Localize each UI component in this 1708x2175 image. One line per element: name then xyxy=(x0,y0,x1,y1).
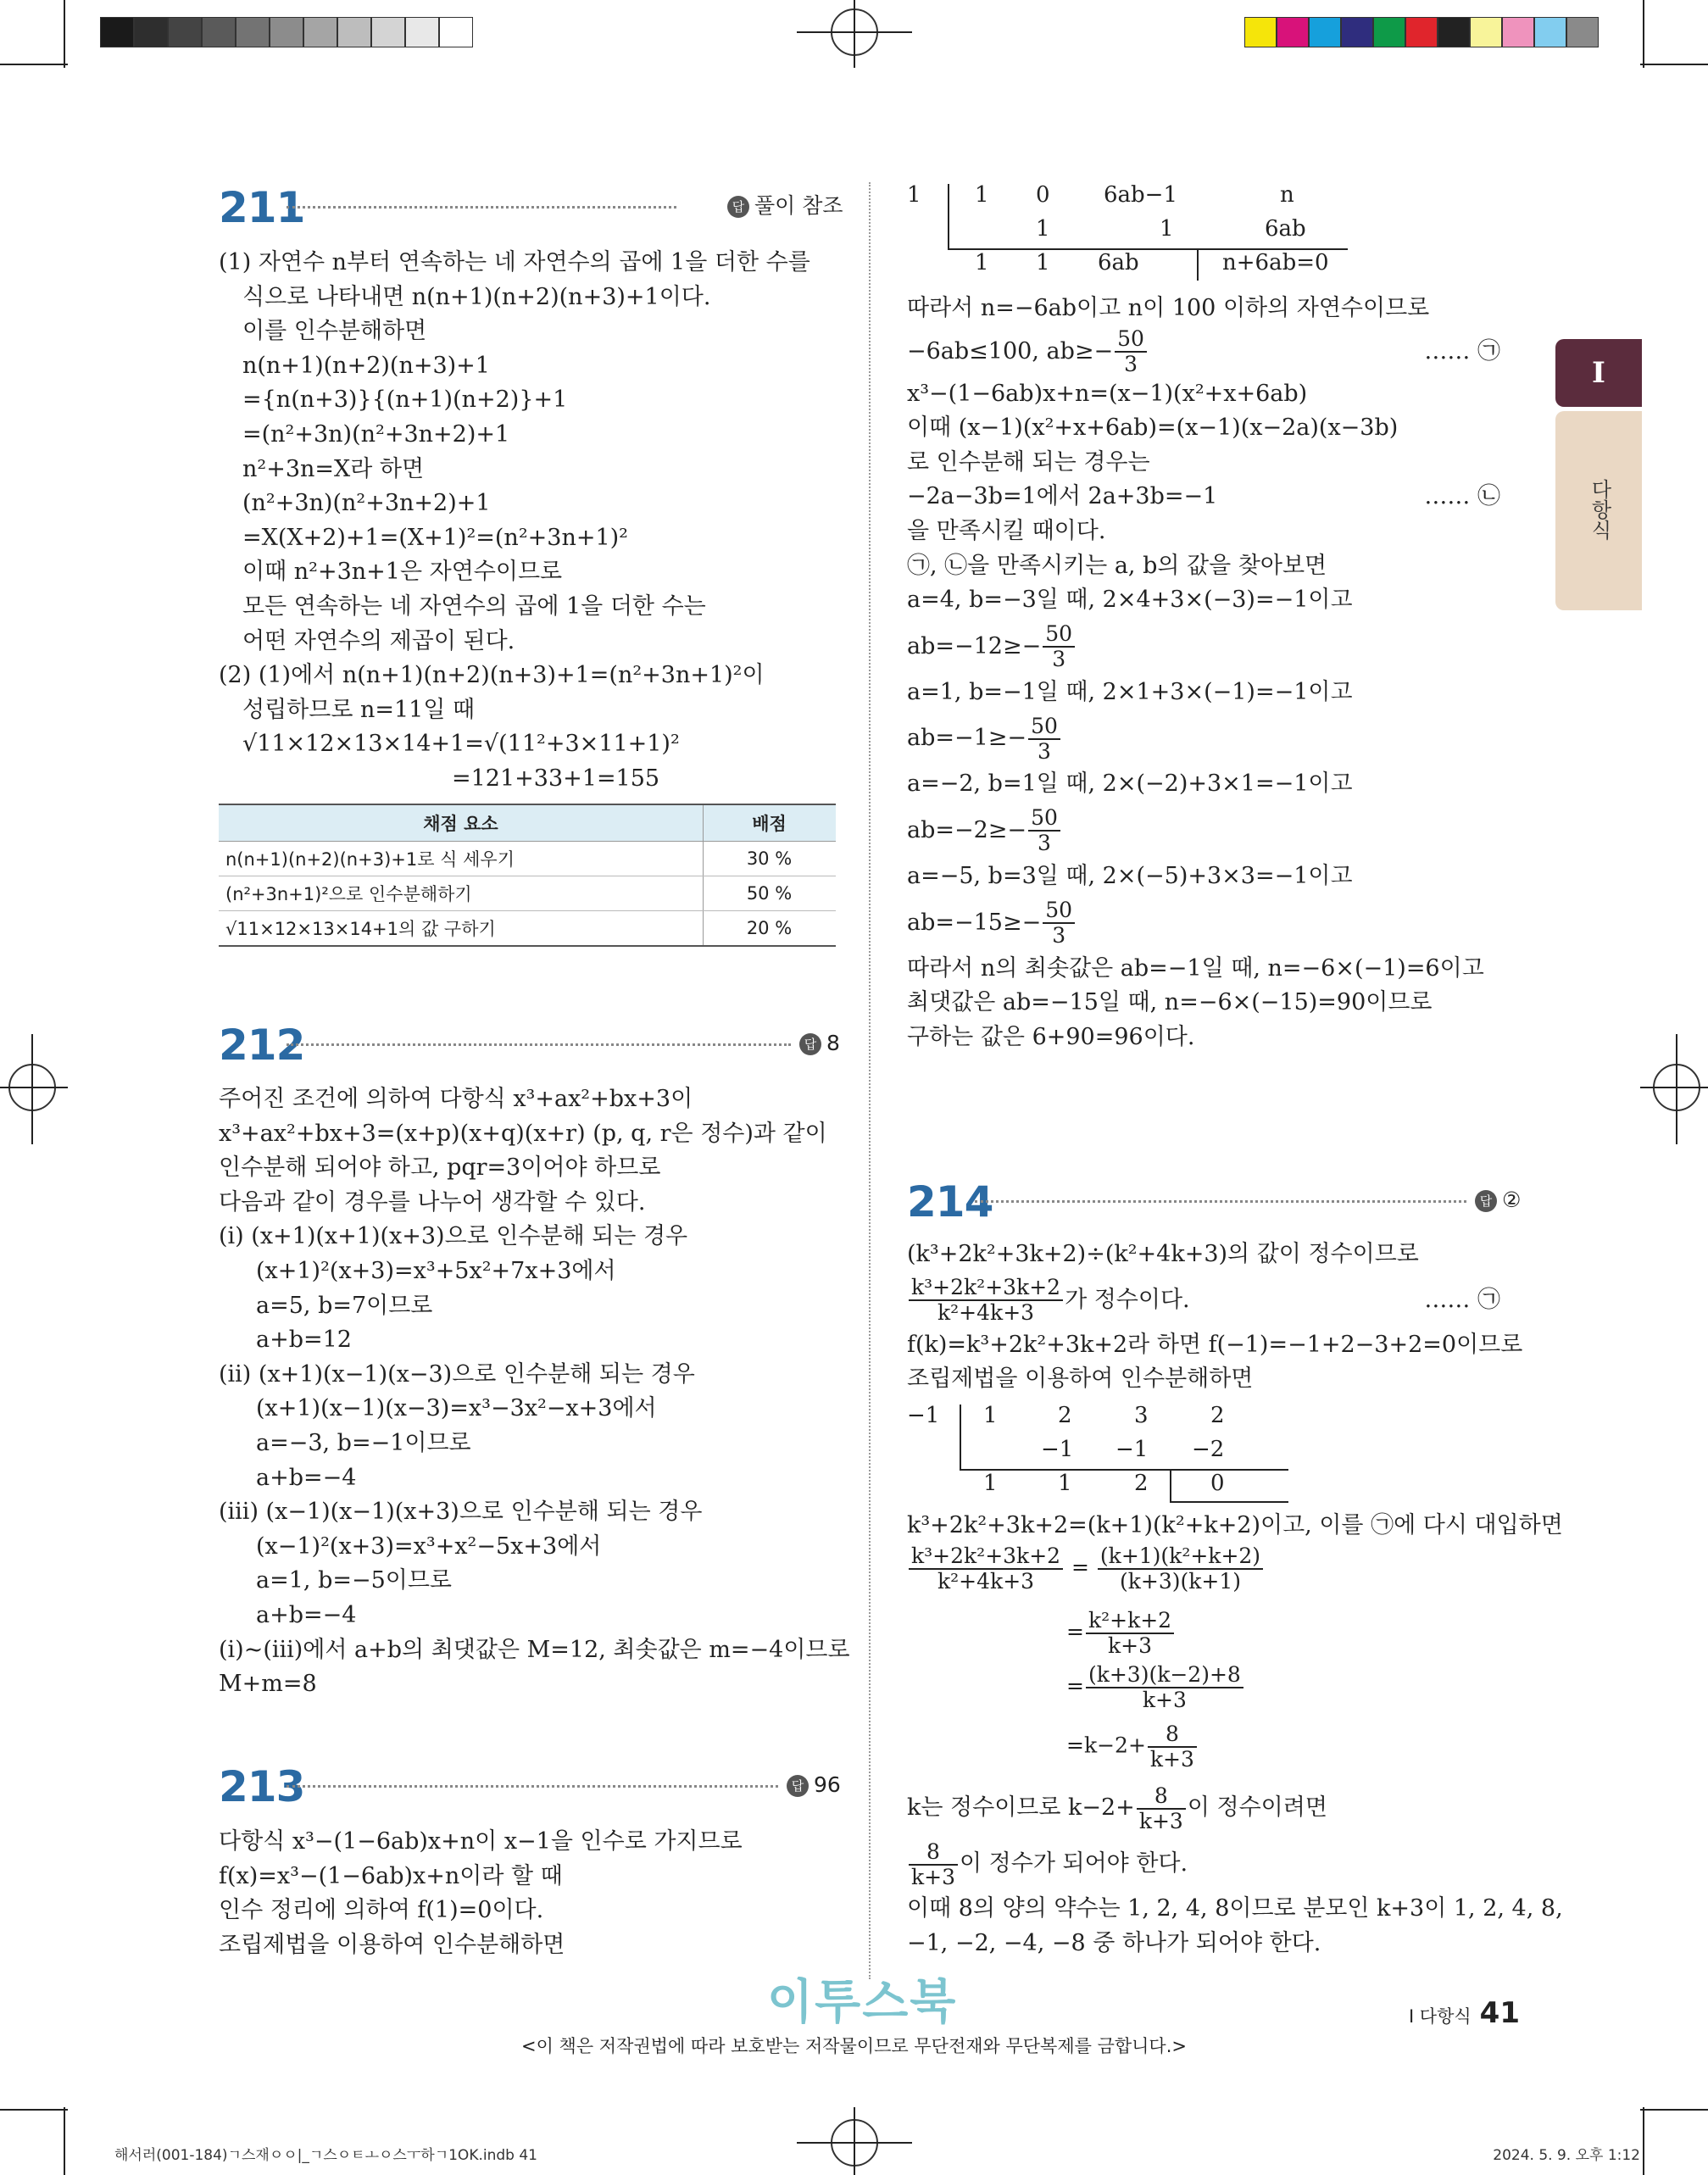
problem-number: 214 xyxy=(907,1177,993,1227)
page-number: 41 xyxy=(1479,1996,1520,2030)
synth-cell: −1 xyxy=(1115,1437,1149,1462)
synthetic-division-214 xyxy=(907,1403,1263,1505)
equation-tag: …… ㉡ xyxy=(1424,483,1500,510)
fraction-denominator: 3 xyxy=(1038,738,1051,764)
text-line: n²+3n=X라 하면 xyxy=(242,455,425,482)
answer-label xyxy=(1475,1185,1521,1215)
synth-root: −1 xyxy=(907,1403,940,1428)
fraction xyxy=(1086,1663,1243,1712)
text-line: √11×12×13×14+1=√(11²+3×11+1)² xyxy=(242,731,680,758)
fraction xyxy=(1115,327,1147,376)
answer-value: 풀이 참조 xyxy=(754,193,843,218)
synth-cell: 1 xyxy=(975,182,989,208)
text-line: (n²+3n)(n²+3n+2)+1 xyxy=(242,490,491,517)
synth-cell: 1 xyxy=(983,1471,998,1496)
text-line: 식으로 나타내면 n(n+1)(n+2)(n+3)+1이다. xyxy=(242,283,711,310)
text-line: 이를 인수분해하면 xyxy=(242,318,427,345)
fraction xyxy=(1148,1722,1197,1772)
page-footer xyxy=(1409,1996,1520,2030)
text-line: (i)~(iii)에서 a+b의 최댓값은 M=12, 최솟값은 m=−4이므로 xyxy=(219,1636,850,1663)
answer-badge-icon: 답 xyxy=(727,196,749,218)
text-line: (iii) (x−1)(x−1)(x+3)으로 인수분해 되는 경우 xyxy=(219,1499,703,1526)
fraction-numerator: 50 xyxy=(1115,327,1147,353)
synth-result-rule xyxy=(1197,250,1199,281)
answer-label xyxy=(727,191,843,221)
publisher-logo: 이투스북 xyxy=(767,1975,958,2030)
fraction xyxy=(1098,1544,1263,1594)
text-line: a=1, b=−1일 때, 2×1+3×(−1)=−1이고 xyxy=(907,678,1353,705)
fraction xyxy=(1086,1609,1174,1658)
column-divider xyxy=(869,182,871,1979)
table-header: 채점 요소 xyxy=(219,804,704,842)
leader-dots xyxy=(287,206,676,209)
synth-cell: 0 xyxy=(1210,1471,1225,1496)
synth-cell: 6ab−1 xyxy=(1104,182,1178,208)
text-line: x³−(1−6ab)x+n=(x−1)(x²+x+6ab) xyxy=(907,380,1308,407)
fraction xyxy=(1028,806,1060,855)
ab-check-line xyxy=(907,618,1526,676)
fraction-denominator: k+3 xyxy=(1149,1747,1194,1772)
problem-213-continued xyxy=(907,292,1526,1054)
text-line: 조립제법을 이용하여 인수분해하면 xyxy=(907,1366,1254,1393)
synth-cell: 3 xyxy=(1134,1403,1149,1428)
text-line: n(n+1)(n+2)(n+3)+1 xyxy=(242,352,490,379)
text-line: k³+2k²+3k+2=(k+1)(k²+k+2)이고, 이를 ㉠에 다시 대입하면 xyxy=(907,1512,1563,1538)
fraction-numerator: 8 xyxy=(1137,1784,1186,1810)
ab-text: ab=−12≥− xyxy=(907,632,1042,659)
synth-cell: 1 xyxy=(975,250,989,275)
derivation-row: = $\frac{(k+3)(k-2)+8}{k+3}$ xyxy=(1066,1663,1245,1712)
synth-cell: n xyxy=(1280,182,1294,208)
synth-cell: 6ab xyxy=(1265,216,1306,242)
fraction-denominator: 3 xyxy=(1124,352,1138,377)
fraction-denominator: k+3 xyxy=(1108,1633,1153,1658)
equation-text: 이 정수가 되어야 한다. xyxy=(960,1850,1188,1877)
fraction-denominator: 3 xyxy=(1038,831,1051,856)
text-line: 을 만족시킬 때이다. xyxy=(907,517,1106,544)
text-line: 따라서 n의 최솟값은 ab=−1일 때, n=−6×(−1)=6이고 xyxy=(907,954,1484,982)
derivation-row xyxy=(1066,1722,1199,1772)
text-line: 로 인수분해 되는 경우는 xyxy=(907,448,1150,476)
table-cell: n(n+1)(n+2)(n+3)+1로 식 세우기 xyxy=(219,842,704,876)
fraction xyxy=(1137,1784,1186,1833)
problem-214-header xyxy=(907,1177,1524,1227)
synth-cell: −2 xyxy=(1192,1437,1225,1462)
leader-dots xyxy=(287,1785,778,1788)
text-line: 구하는 값은 6+90=96이다. xyxy=(907,1023,1195,1050)
fraction-numerator: k³+2k²+3k+2 xyxy=(909,1544,1063,1570)
text-line: 따라서 n=−6ab이고 n이 100 이하의 자연수이므로 xyxy=(907,295,1430,321)
chapter-tab-label: 다항식 xyxy=(1588,479,1611,540)
fraction-line xyxy=(907,1780,1526,1836)
synth-vertical-rule xyxy=(960,1405,961,1469)
leader-dots xyxy=(287,1043,791,1046)
problem-211-header xyxy=(219,182,843,233)
text-line: a=−5, b=3일 때, 2×(−5)+3×3=−1이고 xyxy=(907,862,1353,889)
print-slug-right: 2024. 5. 9. 오후 1:12 xyxy=(1493,2147,1640,2164)
answer-label xyxy=(787,1770,841,1800)
text-line: =121+33+1=155 xyxy=(452,765,660,792)
fraction xyxy=(1043,898,1075,948)
synth-cell: 1 xyxy=(1036,216,1050,242)
fraction-suffix: 가 정수이다. xyxy=(1065,1286,1190,1313)
problem-214-continued xyxy=(907,1509,1563,1544)
synth-cell: −1 xyxy=(1041,1437,1074,1462)
answer-badge-icon: 답 xyxy=(1475,1190,1497,1212)
synth-root: 1 xyxy=(907,182,921,208)
copyright-notice: <이 책은 저작권법에 따라 보호받는 저작물이므로 무단전재와 무단복제를 금합니다.> xyxy=(521,2036,1187,2056)
problem-number: 211 xyxy=(219,183,305,232)
text-line: (i) (x+1)(x+1)(x+3)으로 인수분해 되는 경우 xyxy=(219,1223,688,1250)
equation-tag: …… ㉠ xyxy=(1424,1286,1500,1313)
text-line: =(n²+3n)(n²+3n+2)+1 xyxy=(242,420,510,448)
text-line: (x+1)²(x+3)=x³+5x²+7x+3에서 xyxy=(256,1257,616,1284)
problem-number: 213 xyxy=(219,1762,305,1811)
fraction-denominator: k+3 xyxy=(1142,1688,1187,1712)
text-line: a+b=12 xyxy=(256,1327,352,1354)
text-line: (x+1)(x−1)(x−3)=x³−3x²−x+3에서 xyxy=(256,1395,657,1422)
text-line xyxy=(907,480,1526,515)
fraction-denominator: k+3 xyxy=(911,1864,956,1889)
ab-text: ab=−1≥− xyxy=(907,725,1027,752)
table-cell: 50 % xyxy=(704,876,837,911)
fraction-denominator: 3 xyxy=(1052,647,1066,672)
answer-badge-icon: 답 xyxy=(787,1775,809,1797)
synth-cell: 1 xyxy=(1058,1471,1072,1496)
synth-cell: 1 xyxy=(1036,250,1050,275)
fraction xyxy=(909,1276,1063,1325)
text-line: a=−2, b=1일 때, 2×(−2)+3×1=−1이고 xyxy=(907,770,1353,798)
answer-value: ② xyxy=(1502,1188,1522,1212)
text-line: (1) 자연수 n부터 연속하는 네 자연수의 곱에 1을 더한 수를 xyxy=(219,249,810,275)
synth-cell: 1 xyxy=(1160,216,1174,242)
text-line: 인수분해 되어야 하고, pqr=3이어야 하므로 xyxy=(219,1154,661,1182)
synth-horizontal-rule xyxy=(960,1469,1288,1471)
synth-cell: 6ab xyxy=(1098,250,1139,275)
text-line: a=4, b=−3일 때, 2×4+3×(−3)=−1이고 xyxy=(907,587,1353,614)
table-cell: 30 % xyxy=(704,842,837,876)
section-label: I 다항식 xyxy=(1408,2006,1472,2027)
print-slug-left: 해서러(001-184)ㄱ스재ㅇㅇ|_ㄱ스ㅇㅌㅗㅇ스ㅜ하ㄱ1OK.indb 41 xyxy=(114,2147,537,2164)
text-line: ㉠, ㉡을 만족시키는 a, b의 값을 찾아보면 xyxy=(907,552,1327,579)
table-row xyxy=(219,911,836,947)
fraction-numerator: k²+k+2 xyxy=(1086,1609,1174,1634)
fraction xyxy=(1028,715,1060,764)
synth-cell: 1 xyxy=(983,1403,998,1428)
fraction-denominator: 3 xyxy=(1052,923,1066,948)
table-cell: (n²+3n+1)²으로 인수분해하기 xyxy=(219,876,704,911)
answer-badge-icon: 답 xyxy=(799,1033,821,1055)
fraction xyxy=(909,1840,958,1889)
derivation-row: = $\frac{\text{k²+k+2}}{k+3}$ xyxy=(1066,1609,1176,1658)
answer-value: 8 xyxy=(826,1031,840,1055)
fraction xyxy=(909,1544,1063,1594)
problem-213-solution xyxy=(219,1825,837,1962)
fraction-denominator: k²+4k+3 xyxy=(937,1300,1035,1326)
fraction-numerator: (k+3)(k−2)+8 xyxy=(1086,1663,1243,1688)
leader-dots xyxy=(975,1200,1466,1203)
text-line: (ii) (x+1)(x−1)(x−3)으로 인수분해 되는 경우 xyxy=(219,1360,695,1388)
table-row xyxy=(219,876,836,911)
text-line: a+b=−4 xyxy=(256,1464,357,1491)
fraction-denominator: k²+4k+3 xyxy=(937,1569,1035,1594)
text-line: 어떤 자연수의 제곱이 된다. xyxy=(242,627,515,654)
fraction-denominator: k+3 xyxy=(1138,1808,1183,1833)
fraction-line xyxy=(907,1836,1526,1892)
synthetic-division-213 xyxy=(907,182,1348,280)
chapter-tab: I xyxy=(1555,339,1642,407)
table-row xyxy=(219,842,836,876)
answer-label xyxy=(799,1028,840,1059)
fraction xyxy=(1043,622,1075,671)
synth-cell: 2 xyxy=(1058,1403,1072,1428)
text-line: 성립하므로 n=11일 때 xyxy=(242,696,476,723)
problem-214-conclusion xyxy=(907,1780,1563,1961)
text-line: 최댓값은 ab=−15일 때, n=−6×(−15)=90이므로 xyxy=(907,989,1433,1016)
text-line: M+m=8 xyxy=(219,1671,317,1698)
scoring-table xyxy=(219,804,836,947)
synth-cell: 0 xyxy=(1036,182,1050,208)
problem-211-solution xyxy=(219,246,837,797)
fraction-numerator: (k+1)(k²+k+2) xyxy=(1098,1544,1263,1570)
table-cell: √11×12×13×14+1의 값 구하기 xyxy=(219,911,704,947)
text-line: 조립제법을 이용하여 인수분해하면 xyxy=(219,1931,565,1958)
text-line: 이때 (x−1)(x²+x+6ab)=(x−1)(x−2a)(x−3b) xyxy=(907,414,1399,442)
text-line: 이때 n²+3n+1은 자연수이므로 xyxy=(242,559,563,586)
ab-check-line xyxy=(907,709,1526,767)
answer-value: 96 xyxy=(814,1772,841,1797)
fraction-denominator: (k+3)(k+1) xyxy=(1119,1569,1241,1594)
text-line: 인수 정리에 의하여 f(1)=0이다. xyxy=(219,1897,544,1924)
equation-text: 이 정수이려면 xyxy=(1187,1794,1327,1821)
problem-212-solution xyxy=(219,1082,850,1702)
synth-cell: n+6ab=0 xyxy=(1222,250,1329,275)
table-cell: 20 % xyxy=(704,911,837,947)
synth-vertical-rule xyxy=(948,184,949,248)
synth-cell: 2 xyxy=(1134,1471,1149,1496)
fraction-line xyxy=(907,1272,1526,1328)
equation-text: k는 정수이므로 k−2+ xyxy=(907,1794,1135,1821)
text-line: 다항식 x³−(1−6ab)x+n이 x−1을 인수로 가지므로 xyxy=(219,1828,743,1855)
text-line: a=−3, b=−1이므로 xyxy=(256,1429,471,1456)
problem-213-header xyxy=(219,1761,841,1812)
ab-check-line xyxy=(907,802,1526,859)
equation-tag: …… ㉠ xyxy=(1424,337,1500,364)
fraction-numerator: 50 xyxy=(1043,898,1075,924)
synth-result-rule xyxy=(1170,1501,1288,1503)
synth-cell: 2 xyxy=(1210,1403,1225,1428)
synth-result-rule xyxy=(1170,1471,1171,1503)
text-line: 다음과 같이 경우를 나누어 생각할 수 있다. xyxy=(219,1188,646,1215)
ab-check-line xyxy=(907,894,1526,952)
problem-214-solution xyxy=(907,1238,1526,1397)
text-line: −1, −2, −4, −8 중 하나가 되어야 한다. xyxy=(907,1929,1321,1956)
ab-text: ab=−2≥− xyxy=(907,816,1027,843)
fraction-numerator: 8 xyxy=(1148,1722,1197,1748)
ab-text: ab=−15≥− xyxy=(907,909,1042,936)
text-line: (2) (1)에서 n(n+1)(n+2)(n+3)+1=(n²+3n+1)²이 xyxy=(219,662,765,689)
text-line: a=5, b=7이므로 xyxy=(256,1292,433,1319)
fraction-numerator: 50 xyxy=(1043,622,1075,648)
text-line: 주어진 조건에 의하여 다항식 x³+ax²+bx+3이 xyxy=(219,1086,693,1112)
equation-text: −2a−3b=1에서 2a+3b=−1 xyxy=(907,483,1218,510)
fraction-numerator: 50 xyxy=(1028,806,1060,832)
text-line: f(k)=k³+2k²+3k+2라 하면 f(−1)=−1+2−3+2=0이므로 xyxy=(907,1331,1523,1358)
text-line: =X(X+2)+1=(X+1)²=(n²+3n+1)² xyxy=(242,524,628,551)
equation-text: =k−2+ xyxy=(1066,1733,1146,1758)
inequality-line xyxy=(907,326,1526,377)
inequality-text: −6ab≤100, ab≥− xyxy=(907,337,1114,364)
table-header: 배점 xyxy=(704,804,837,842)
text-line: a+b=−4 xyxy=(256,1601,357,1628)
text-line: (k³+2k²+3k+2)÷(k²+4k+3)의 값이 정수이므로 xyxy=(907,1241,1419,1267)
text-line: 이때 8의 양의 약수는 1, 2, 4, 8이므로 분모인 k+3이 1, 2, 4, 8, xyxy=(907,1895,1563,1922)
problem-number: 212 xyxy=(219,1021,305,1070)
fraction-numerator: 8 xyxy=(909,1840,958,1866)
problem-212-header xyxy=(219,1020,840,1071)
text-line: (x−1)²(x+3)=x³+x²−5x+3에서 xyxy=(256,1533,602,1560)
fraction-numerator: k³+2k²+3k+2 xyxy=(909,1276,1063,1301)
text-line: 모든 연속하는 네 자연수의 곱에 1을 더한 수는 xyxy=(242,592,706,620)
fraction-numerator: 50 xyxy=(1028,715,1060,740)
text-line: f(x)=x³−(1−6ab)x+n이라 할 때 xyxy=(219,1862,563,1889)
text-line: x³+ax²+bx+3=(x+p)(x+q)(x+r) (p, q, r은 정수)과 같이 xyxy=(219,1120,827,1147)
text-line: a=1, b=−5이므로 xyxy=(256,1567,453,1594)
text-line: ={n(n+3)}{(n+1)(n+2)}+1 xyxy=(242,387,568,414)
derivation-row: $\frac{\text{k³+2k²+3k+2}}{\text{k²+4k+3}}$ = $\frac{\text{(k+1)(k²+k+2)}}{(k+3)(k+1)}$ xyxy=(907,1544,1265,1594)
